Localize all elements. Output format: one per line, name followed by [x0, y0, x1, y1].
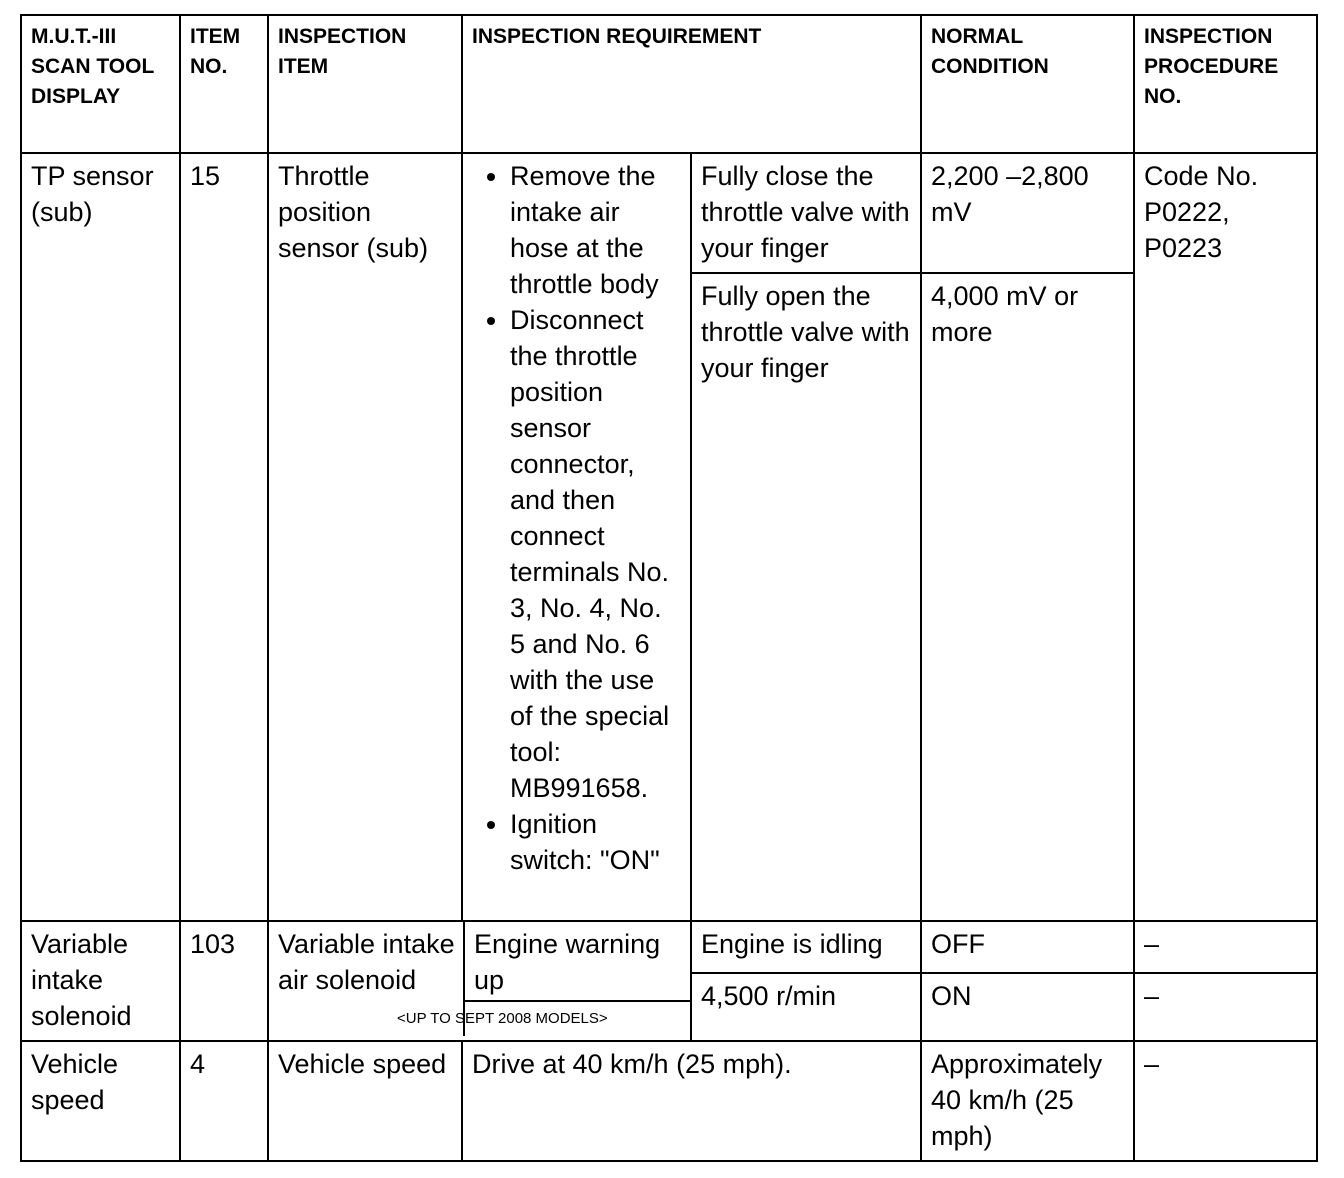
tp-item: Throttle position sensor (sub)	[268, 153, 462, 921]
speed-procedure: –	[1134, 1041, 1317, 1161]
vis-requirement: Engine warning up	[465, 922, 690, 1002]
vis-procedure-idle: –	[1134, 921, 1317, 973]
list-item: • Ignition switch: "ON"	[510, 806, 682, 878]
inspection-table	[20, 14, 1318, 1162]
tp-item-no: 15	[180, 153, 268, 921]
speed-normal: Approximately 40 km/h (25 mph)	[921, 1041, 1134, 1161]
tp-display: TP sensor (sub)	[21, 153, 180, 921]
tp-procedure: Code No. P0222, P0223	[1134, 153, 1317, 921]
tp-condition-close: Fully close the throttle valve with your finger	[691, 153, 921, 273]
vis-item-requirement	[268, 921, 691, 1041]
table-row	[21, 1041, 1317, 1161]
vis-display: Variable intake solenoid	[21, 921, 180, 1041]
list-item: • Remove the intake air hose at the throttle body	[510, 158, 682, 302]
header-inspection-procedure-no: INSPECTION PROCEDURE NO.	[1134, 15, 1317, 153]
speed-item-no: 4	[180, 1041, 268, 1161]
list-item: • Disconnect the throttle position sensor connector, and then connect terminals No. 3, No. 4, No. 5 and No. 6 with the use of the special tool: MB991658.	[510, 302, 682, 806]
vis-normal-idle: OFF	[921, 921, 1134, 973]
header-scan-tool-display: M.U.T.-III SCAN TOOL DISPLAY	[21, 15, 180, 153]
vis-item: Variable intake air solenoid	[278, 929, 455, 995]
vis-procedure-rpm: –	[1134, 973, 1317, 1041]
header-inspection-requirement: INSPECTION REQUIREMENT	[462, 15, 921, 153]
speed-item: Vehicle speed	[268, 1041, 462, 1161]
tp-requirement-list	[472, 158, 682, 878]
vis-condition-rpm: 4,500 r/min	[691, 973, 921, 1041]
table-row	[21, 921, 1317, 973]
tp-normal-close: 2,200 –2,800 mV	[921, 153, 1134, 273]
vis-normal-rpm: ON	[921, 973, 1134, 1041]
header-inspection-item: INSPECTION ITEM	[268, 15, 462, 153]
speed-display: Vehicle speed	[21, 1041, 180, 1161]
header-item-no: ITEM NO.	[180, 15, 268, 153]
tp-requirement	[462, 153, 691, 921]
tp-normal-open: 4,000 mV or more	[921, 273, 1134, 921]
vis-item-no: 103	[180, 921, 268, 1041]
tp-condition-open: Fully open the throttle valve with your finger	[691, 273, 921, 921]
header-normal-condition: NORMAL CONDITION	[921, 15, 1134, 153]
header-row	[21, 15, 1317, 153]
table-row	[21, 153, 1317, 273]
vis-model-note: <UP TO SEPT 2008 MODELS>	[397, 1010, 608, 1027]
vis-condition-idle: Engine is idling	[691, 921, 921, 973]
speed-requirement: Drive at 40 km/h (25 mph).	[462, 1041, 921, 1161]
